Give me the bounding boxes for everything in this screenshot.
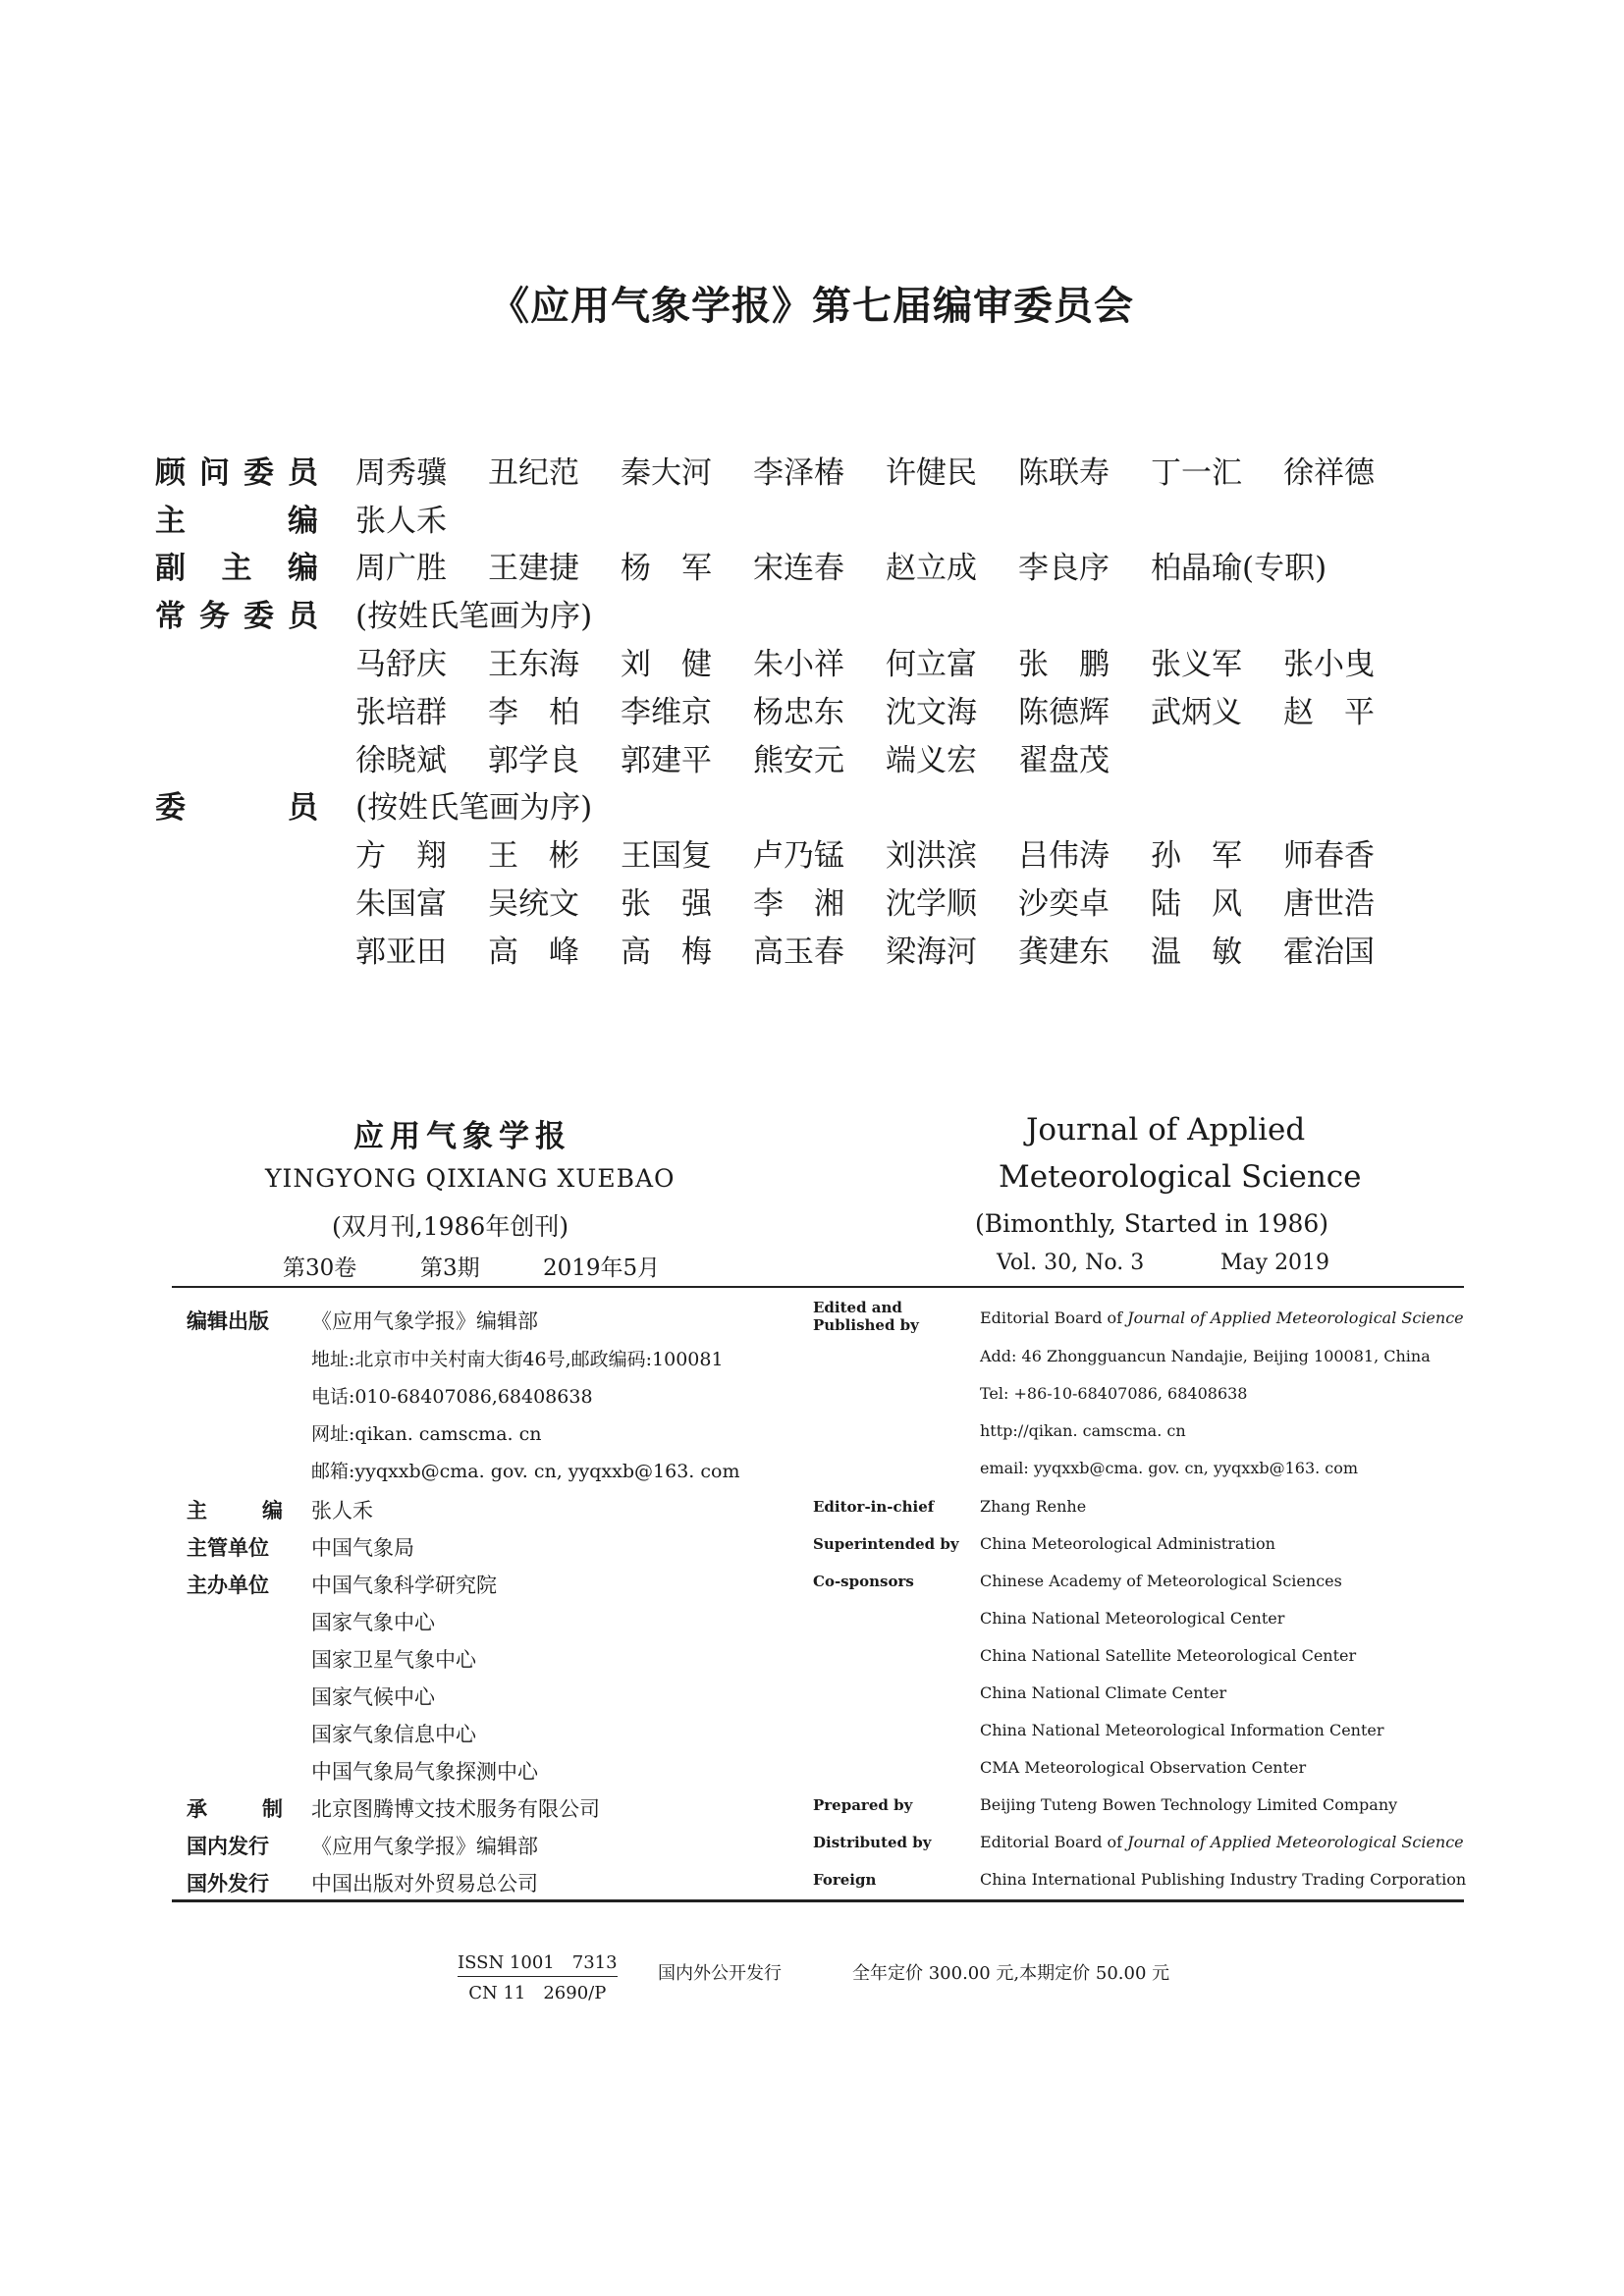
member-name: 端义宏 <box>886 743 977 778</box>
member-names <box>355 879 1416 923</box>
member-name: 张人禾 <box>355 504 447 539</box>
committee-title: 《应用气象学报》第七届编审委员会 <box>490 284 1134 329</box>
member-name: 高 峰 <box>488 934 579 970</box>
issn-block <box>458 1949 618 2004</box>
cn-sponsor: 国家气象中心 <box>311 1611 435 1634</box>
volume-zh: 第30卷 <box>283 1255 357 1281</box>
member-name: 龚建东 <box>1018 934 1110 970</box>
role-advisors: 顾 问 委 员 <box>155 455 318 491</box>
standing-member-names <box>355 639 1416 683</box>
member-name: 吕伟涛 <box>1018 838 1110 874</box>
member-name: 张 鹏 <box>1018 647 1110 682</box>
member-name: 郭建平 <box>621 743 712 778</box>
member-name: 杨忠东 <box>753 695 844 730</box>
en-phone: Tel: +86-10-68407086, 68408638 <box>980 1384 1248 1403</box>
cn-edited: 《应用气象学报》编辑部 <box>311 1309 538 1333</box>
en-prepared: Beijing Tuteng Bowen Technology Limited Company <box>980 1795 1398 1814</box>
cn-address: 地址:北京市中关村南大街46号,邮政编码:100081 <box>311 1349 724 1370</box>
member-name: 朱国富 <box>355 886 447 922</box>
member-name: 赵 平 <box>1283 695 1375 730</box>
member-name: 孙 军 <box>1151 838 1242 874</box>
member-name: 刘 健 <box>621 647 712 682</box>
en-label-foreign: Foreign <box>813 1871 877 1889</box>
volume-issue-en: Vol. 30, No. 3 <box>997 1251 1145 1275</box>
label-sponsors: 主办单位 <box>187 1574 269 1597</box>
cn-sponsor: 国家卫星气象中心 <box>311 1648 476 1672</box>
member-name: 许健民 <box>886 455 977 491</box>
cn-foreign: 中国出版对外贸易总公司 <box>311 1872 538 1896</box>
en-sponsor: CMA Meteorological Observation Center <box>980 1758 1307 1777</box>
member-name: 李泽椿 <box>753 455 844 491</box>
journal-frequency-zh: (双月刊,1986年创刊) <box>332 1212 569 1241</box>
advisor-names <box>355 448 1416 492</box>
member-name: 徐祥德 <box>1283 455 1375 491</box>
cn-email: 邮箱:yyqxxb@cma. gov. cn, yyqxxb@163. com <box>311 1461 740 1482</box>
en-email: email: yyqxxb@cma. gov. cn, yyqxxb@163. com <box>980 1459 1359 1477</box>
member-name: 丑纪范 <box>488 455 579 491</box>
standing-member-names <box>355 687 1416 731</box>
cn-superintended: 中国气象局 <box>311 1536 414 1560</box>
member-name: 柏晶瑜(专职) <box>1151 551 1327 586</box>
role-deputy-editors: 副 主 编 <box>155 551 318 586</box>
en-edited: Editorial Board of Journal of Applied Meteorological Science <box>980 1308 1464 1327</box>
standing-order-note: (按姓氏笔画为序) <box>355 599 593 634</box>
member-name: 朱小祥 <box>753 647 844 682</box>
cn-distributed: 《应用气象学报》编辑部 <box>311 1835 538 1858</box>
member-name: 王国复 <box>621 838 712 874</box>
cn-sponsor: 国家气象信息中心 <box>311 1723 476 1746</box>
member-name: 郭亚田 <box>355 934 447 970</box>
member-name: 吴统文 <box>488 886 579 922</box>
member-name: 张培群 <box>355 695 447 730</box>
journal-title-zh: 应用气象学报 <box>353 1119 571 1154</box>
en-superintended: China Meteorological Administration <box>980 1534 1275 1553</box>
member-name: 陈德辉 <box>1018 695 1110 730</box>
date-zh: 2019年5月 <box>543 1255 661 1281</box>
en-chief: Zhang Renhe <box>980 1497 1087 1516</box>
member-name: 霍治国 <box>1283 934 1375 970</box>
member-name: 张 强 <box>621 886 712 922</box>
member-name: 马舒庆 <box>355 647 447 682</box>
en-label-distributed: Distributed by <box>813 1834 932 1851</box>
en-label-chief: Editor-in-chief <box>813 1498 935 1516</box>
cn-sponsor: 中国气象科学研究院 <box>311 1574 497 1597</box>
member-name: 丁一汇 <box>1151 455 1242 491</box>
member-name: 刘洪滨 <box>886 838 977 874</box>
journal-title-en-line1: Journal of Applied <box>1026 1112 1306 1148</box>
member-name: 陈联寿 <box>1018 455 1110 491</box>
member-name: 高玉春 <box>753 934 844 970</box>
cn-prepared: 北京图腾博文技术服务有限公司 <box>311 1797 600 1821</box>
member-name: 沙奕卓 <box>1018 886 1110 922</box>
member-name: 王东海 <box>488 647 579 682</box>
member-name: 张义军 <box>1151 647 1242 682</box>
member-name: 卢乃锰 <box>753 838 844 874</box>
en-label-sponsors: Co-sponsors <box>813 1573 914 1590</box>
cn-sponsor: 国家气候中心 <box>311 1685 435 1709</box>
en-sponsor: China National Satellite Meteorological Center <box>980 1646 1357 1665</box>
en-label-prepared: Prepared by <box>813 1796 913 1814</box>
member-names <box>355 927 1416 971</box>
cn-phone: 电话:010-68407086,68408638 <box>311 1386 593 1408</box>
table-top-rule <box>172 1286 1464 1288</box>
deputy-editor-names <box>355 543 1327 587</box>
issn: ISSN 1001 7313 <box>458 1949 618 1977</box>
member-name: 翟盘茂 <box>1018 743 1110 778</box>
chief-editor-names <box>355 496 488 540</box>
price: 全年定价 300.00 元,本期定价 50.00 元 <box>852 1963 1170 1984</box>
en-sponsor: China National Climate Center <box>980 1683 1227 1702</box>
member-name: 赵立成 <box>886 551 977 586</box>
role-members: 委 员 <box>155 790 318 826</box>
issue-zh: 第3期 <box>420 1255 480 1281</box>
member-name: 梁海河 <box>886 934 977 970</box>
journal-frequency-en: (Bimonthly, Started in 1986) <box>975 1209 1329 1238</box>
en-address: Add: 46 Zhongguancun Nandajie, Beijing 100081, China <box>980 1347 1431 1365</box>
member-name: 李维京 <box>621 695 712 730</box>
journal-title-en-line2: Meteorological Science <box>999 1159 1362 1195</box>
member-name: 师春香 <box>1283 838 1375 874</box>
member-name: 高 梅 <box>621 934 712 970</box>
en-website: http://qikan. camscma. cn <box>980 1421 1186 1440</box>
role-standing-members: 常 务 委 员 <box>155 599 318 634</box>
en-label-superintended: Superintended by <box>813 1535 959 1553</box>
member-name: 温 敏 <box>1151 934 1242 970</box>
member-name: 何立富 <box>886 647 977 682</box>
member-name: 李 湘 <box>753 886 844 922</box>
cn-website: 网址:qikan. camscma. cn <box>311 1423 542 1445</box>
member-name: 周秀骥 <box>355 455 447 491</box>
label-superintended: 主管单位 <box>187 1536 269 1560</box>
journal-pinyin: YINGYONG QIXIANG XUEBAO <box>265 1164 676 1193</box>
members-order-note: (按姓氏笔画为序) <box>355 790 593 826</box>
member-name: 杨 军 <box>621 551 712 586</box>
standing-member-names <box>355 735 1151 779</box>
cn-sponsor: 中国气象局气象探测中心 <box>311 1760 538 1784</box>
member-name: 陆 风 <box>1151 886 1242 922</box>
member-name: 沈学顺 <box>886 886 977 922</box>
label-distributed: 国内发行 <box>187 1835 269 1858</box>
en-sponsor: China National Meteorological Information Center <box>980 1721 1384 1739</box>
member-names <box>355 830 1416 875</box>
date-en: May 2019 <box>1220 1251 1330 1275</box>
en-distributed: Editorial Board of Journal of Applied Meteorological Science <box>980 1833 1464 1851</box>
member-name: 唐世浩 <box>1283 886 1375 922</box>
member-name: 徐晓斌 <box>355 743 447 778</box>
role-chief-editor: 主 编 <box>155 504 318 539</box>
member-name: 周广胜 <box>355 551 447 586</box>
label-edited: 编辑出版 <box>187 1309 269 1333</box>
label-chief: 主 编 <box>187 1499 283 1522</box>
member-name: 张小曳 <box>1283 647 1375 682</box>
member-name: 李 柏 <box>488 695 579 730</box>
member-name: 王 彬 <box>488 838 579 874</box>
cn-number: CN 11 2690/P <box>468 1983 607 2003</box>
member-name: 秦大河 <box>621 455 712 491</box>
member-name: 郭学良 <box>488 743 579 778</box>
member-name: 熊安元 <box>753 743 844 778</box>
table-bottom-rule <box>172 1899 1464 1902</box>
member-name: 宋连春 <box>753 551 844 586</box>
label-prepared: 承 制 <box>187 1797 283 1821</box>
label-foreign: 国外发行 <box>187 1872 269 1896</box>
public-distribution: 国内外公开发行 <box>658 1963 782 1984</box>
member-name: 武炳义 <box>1151 695 1242 730</box>
en-sponsor: China National Meteorological Center <box>980 1609 1285 1628</box>
member-name: 方 翔 <box>355 838 447 874</box>
member-name: 沈文海 <box>886 695 977 730</box>
cn-chief: 张人禾 <box>311 1499 373 1522</box>
en-sponsor: Chinese Academy of Meteorological Sciences <box>980 1572 1342 1590</box>
en-label-edited: Edited and Published by <box>813 1299 919 1334</box>
en-foreign: China International Publishing Industry Trading Corporation <box>980 1870 1467 1889</box>
member-name: 李良序 <box>1018 551 1110 586</box>
member-name: 王建捷 <box>488 551 579 586</box>
